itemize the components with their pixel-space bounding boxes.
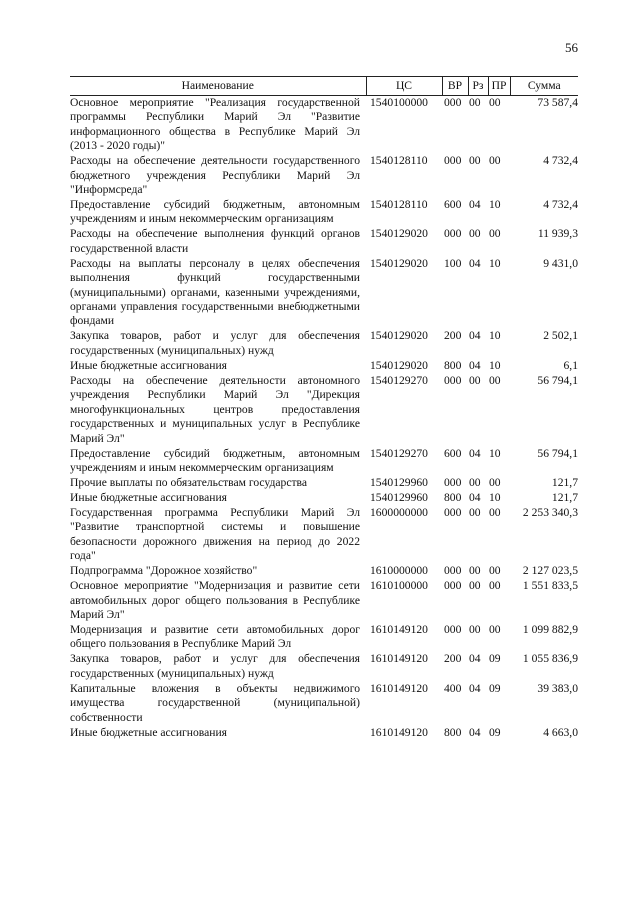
cell-cs: 1610149120	[370, 681, 428, 695]
table-row	[70, 623, 578, 652]
cell-pr: 00	[489, 505, 501, 519]
cell-pr: 00	[489, 579, 501, 593]
cell-sum: 1 551 833,5	[522, 579, 578, 593]
cell-vr: 000	[444, 373, 462, 387]
cell-name: Подпрограмма "Дорожное хозяйство"	[70, 564, 258, 578]
cell-name: Модернизация и развитие сети автомобильных дорог общего пользования в Республике Марий Эл	[70, 622, 360, 651]
cell-pr: 10	[489, 358, 501, 372]
cell-cs: 1610149120	[370, 725, 428, 739]
cell-pr: 00	[489, 475, 501, 489]
cell-rz: 04	[469, 198, 481, 212]
cell-cs: 1600000000	[370, 505, 428, 519]
cell-rz: 04	[469, 358, 481, 372]
table-header-row	[70, 77, 578, 96]
cell-rz: 00	[469, 564, 481, 578]
cell-rz: 04	[469, 256, 481, 270]
cell-rz: 00	[469, 154, 481, 168]
cell-sum: 2 253 340,3	[522, 505, 578, 519]
cell-cs: 1610100000	[370, 579, 428, 593]
cell-pr: 00	[489, 564, 501, 578]
cell-pr: 00	[489, 96, 501, 109]
cell-vr: 000	[444, 227, 462, 241]
cell-cs: 1540129270	[370, 446, 428, 460]
table-row	[70, 154, 578, 198]
cell-rz: 04	[469, 652, 481, 666]
cell-rz: 00	[469, 475, 481, 489]
cell-name: Предоставление субсидий бюджетным, автономным учреждениям и иным некоммерческим организациям	[70, 198, 360, 226]
cell-cs: 1540129020	[370, 329, 428, 343]
cell-pr: 00	[489, 373, 501, 387]
table-row	[70, 329, 578, 358]
cell-vr: 000	[444, 154, 462, 168]
table-row	[70, 476, 578, 491]
budget-table	[70, 76, 578, 741]
cell-name: Прочие выплаты по обязательствам государства	[70, 475, 307, 489]
cell-pr: 10	[489, 329, 501, 343]
cell-sum: 121,7	[551, 475, 578, 489]
cell-pr: 10	[489, 256, 501, 270]
cell-name: Расходы на обеспечение деятельности государственного бюджетного учреждения Республики Марий Эл "Информсреда"	[70, 154, 360, 197]
cell-name: Иные бюджетные ассигнования	[70, 358, 227, 372]
column-header-sum: Сумма	[510, 77, 578, 96]
cell-sum: 1 055 836,9	[522, 652, 578, 666]
column-header-pr: ПР	[488, 77, 510, 96]
cell-cs: 1540128110	[370, 198, 428, 212]
cell-vr: 000	[444, 475, 462, 489]
cell-name: Основное мероприятие "Реализация государственной программы Республики Марий Эл "Развитие информационного общества в Республике Марий Эл (2013 - 2020 годы)"	[70, 96, 360, 153]
cell-name: Государственная программа Республики Марий Эл "Развитие транспортной системы и повышение безопасности дорожного движения на период до 2022 года"	[70, 505, 360, 563]
cell-sum: 4 663,0	[543, 725, 578, 739]
cell-name: Иные бюджетные ассигнования	[70, 725, 227, 739]
cell-rz: 00	[469, 579, 481, 593]
cell-name: Расходы на обеспечение выполнения функций органов государственной власти	[70, 227, 360, 255]
cell-vr: 000	[444, 579, 462, 593]
column-header-rz: Рз	[468, 77, 488, 96]
cell-pr: 00	[489, 622, 501, 636]
cell-cs: 1540129960	[370, 475, 428, 489]
cell-vr: 100	[444, 256, 462, 270]
cell-pr: 10	[489, 490, 501, 504]
cell-rz: 04	[469, 446, 481, 460]
table-row	[70, 447, 578, 476]
cell-rz: 04	[469, 329, 481, 343]
cell-name: Расходы на выплаты персоналу в целях обеспечения выполнения функций государственными (муниципальными) органами, казенными учреждениями, органами управления государственными внебюджетными фондами	[70, 256, 360, 328]
cell-rz: 00	[469, 96, 481, 109]
cell-name: Основное мероприятие "Модернизация и развитие сети автомобильных дорог общего пользования в Республике Марий Эл"	[70, 579, 360, 621]
cell-vr: 600	[444, 198, 462, 212]
column-header-name: Наименование	[70, 77, 366, 96]
cell-pr: 09	[489, 681, 501, 695]
cell-rz: 04	[469, 490, 481, 504]
cell-sum: 73 587,4	[537, 96, 578, 109]
cell-rz: 00	[469, 373, 481, 387]
cell-name: Капитальные вложения в объекты недвижимого имущества государственной (муниципальной) собственности	[70, 681, 360, 724]
cell-cs: 1610149120	[370, 652, 428, 666]
table-row	[70, 491, 578, 506]
cell-rz: 04	[469, 725, 481, 739]
cell-vr: 800	[444, 490, 462, 504]
cell-cs: 1540129020	[370, 256, 428, 270]
cell-sum: 56 794,1	[537, 373, 578, 387]
table-row	[70, 652, 578, 681]
cell-cs: 1540129960	[370, 490, 428, 504]
cell-name: Предоставление субсидий бюджетным, автономным учреждениям и иным некоммерческим организациям	[70, 446, 360, 474]
table-body	[70, 96, 578, 741]
cell-rz: 00	[469, 227, 481, 241]
table-row	[70, 96, 578, 155]
cell-cs: 1540129020	[370, 358, 428, 372]
cell-vr: 200	[444, 652, 462, 666]
page-number: 56	[565, 40, 578, 55]
cell-vr: 400	[444, 681, 462, 695]
cell-sum: 121,7	[551, 490, 578, 504]
table-row	[70, 579, 578, 623]
cell-pr: 00	[489, 227, 501, 241]
cell-pr: 10	[489, 198, 501, 212]
table-row	[70, 682, 578, 726]
table-row	[70, 564, 578, 579]
cell-vr: 600	[444, 446, 462, 460]
cell-pr: 00	[489, 154, 501, 168]
cell-name: Расходы на обеспечение деятельности автономного учреждения Республики Марий Эл "Дирекция многофункциональных центров предоставления государственных и муниципальных услуг в Республике Марий Эл"	[70, 373, 360, 445]
cell-vr: 800	[444, 725, 462, 739]
cell-sum: 2 127 023,5	[522, 564, 578, 578]
cell-sum: 56 794,1	[537, 446, 578, 460]
table-row	[70, 227, 578, 256]
column-header-cs: ЦС	[366, 77, 442, 96]
table-row	[70, 359, 578, 374]
cell-name: Иные бюджетные ассигнования	[70, 490, 227, 504]
table-row	[70, 374, 578, 447]
cell-sum: 11 939,3	[537, 227, 578, 241]
cell-rz: 04	[469, 681, 481, 695]
cell-pr: 09	[489, 725, 501, 739]
table-row	[70, 726, 578, 741]
cell-vr: 000	[444, 96, 462, 109]
cell-name: Закупка товаров, работ и услуг для обеспечения государственных (муниципальных) нужд	[70, 652, 360, 680]
cell-sum: 1 099 882,9	[522, 622, 578, 636]
cell-vr: 200	[444, 329, 462, 343]
cell-rz: 00	[469, 505, 481, 519]
cell-sum: 4 732,4	[543, 198, 578, 212]
cell-cs: 1540129020	[370, 227, 428, 241]
cell-sum: 4 732,4	[543, 154, 578, 168]
cell-cs: 1610000000	[370, 564, 428, 578]
cell-vr: 800	[444, 358, 462, 372]
column-header-vr: ВР	[442, 77, 468, 96]
table-row	[70, 506, 578, 564]
cell-cs: 1540129270	[370, 373, 428, 387]
cell-cs: 1540128110	[370, 154, 428, 168]
cell-sum: 2 502,1	[543, 329, 578, 343]
cell-name: Закупка товаров, работ и услуг для обеспечения государственных (муниципальных) нужд	[70, 329, 360, 357]
table-row	[70, 257, 578, 330]
cell-cs: 1610149120	[370, 622, 428, 636]
cell-sum: 9 431,0	[543, 256, 578, 270]
cell-sum: 39 383,0	[537, 681, 578, 695]
table-row	[70, 198, 578, 227]
cell-sum: 6,1	[563, 358, 578, 372]
cell-rz: 00	[469, 622, 481, 636]
cell-pr: 09	[489, 652, 501, 666]
cell-pr: 10	[489, 446, 501, 460]
cell-vr: 000	[444, 564, 462, 578]
cell-vr: 000	[444, 622, 462, 636]
cell-cs: 1540100000	[370, 96, 428, 109]
cell-vr: 000	[444, 505, 462, 519]
